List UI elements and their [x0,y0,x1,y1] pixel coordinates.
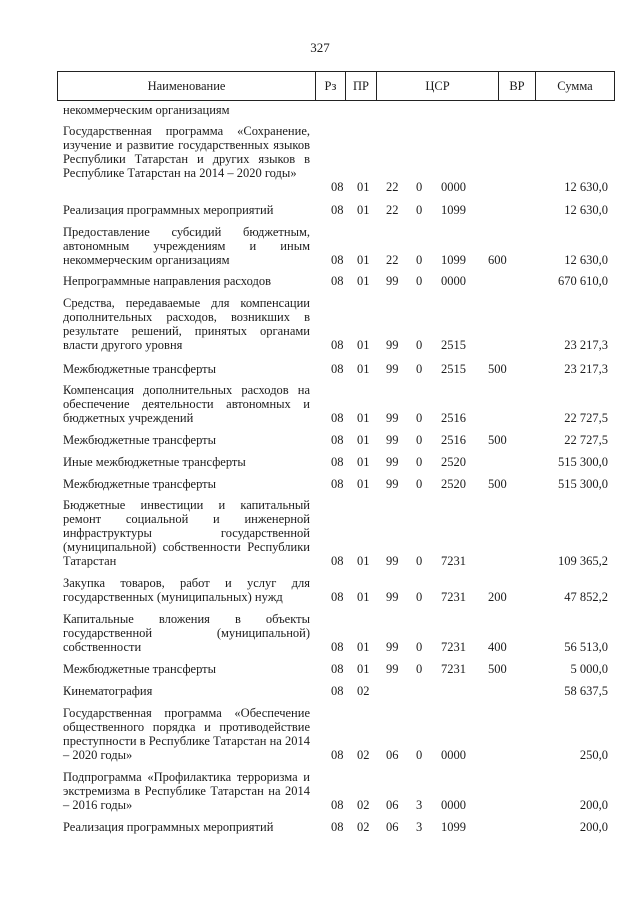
row-c2: 0 [416,203,423,217]
row-sum: 515 300,0 [558,477,608,491]
row-pr: 01 [357,554,370,568]
row-c1: 99 [386,477,399,491]
row-sum: 12 630,0 [564,203,608,217]
row-sum: 23 217,3 [564,338,608,352]
row-sum: 250,0 [579,748,608,762]
row-pr: 01 [357,253,370,267]
row-name: Кинематография [63,684,153,698]
row-c1: 99 [386,662,399,676]
row-c1: 99 [386,590,399,604]
row-c3: 7231 [441,590,466,604]
header-vr: ВР [499,72,536,100]
row-sum: 56 513,0 [564,640,608,654]
row-c2: 3 [416,798,423,812]
row-c2: 0 [416,477,423,491]
row-sum: 200,0 [579,820,608,834]
row-rz: 08 [331,338,344,352]
row-c1: 99 [386,274,399,288]
row-sum: 47 852,2 [564,590,608,604]
row-rz: 08 [331,684,344,698]
row-c3: 2520 [441,477,466,491]
row-rz: 08 [331,590,344,604]
row-c2: 0 [416,253,423,267]
row-rz: 08 [331,640,344,654]
row-c1: 06 [386,748,399,762]
row-rz: 08 [331,253,344,267]
row-c2: 0 [416,554,423,568]
row-sum: 12 630,0 [564,253,608,267]
row-name: Реализация программных мероприятий [63,820,274,834]
row-sum: 670 610,0 [558,274,608,288]
row-c2: 0 [416,338,423,352]
row-c2: 0 [416,748,423,762]
row-c2: 0 [416,433,423,447]
row-rz: 08 [331,748,344,762]
row-pr: 01 [357,411,370,425]
row-pr: 02 [357,748,370,762]
row-pr: 02 [357,798,370,812]
row-c3: 0000 [441,274,466,288]
row-c3: 2516 [441,433,466,447]
row-name: Государственная программа «Сохранение, изучение и развитие государственных языков Республики Татарстан и других языков в Республике Татарстан на 2014 – 2020 годы» [63,124,310,180]
row-c3: 7231 [441,554,466,568]
row-name: Компенсация дополнительных расходов на обеспечение деятельности автономных и бюджетных учреждений [63,383,310,425]
row-vr: 600 [488,253,507,267]
row-name: Бюджетные инвестиции и капитальный ремонт социальной и инженерной инфраструктуры государственной (муниципальной) собственности Республики Татарстан [63,498,310,568]
row-pr: 01 [357,274,370,288]
row-c1: 06 [386,820,399,834]
row-c2: 3 [416,820,423,834]
row-sum: 23 217,3 [564,362,608,376]
row-name: некоммерческим организациям [63,103,230,117]
row-name: Межбюджетные трансферты [63,477,217,491]
row-vr: 200 [488,590,507,604]
row-sum: 5 000,0 [570,662,608,676]
row-name: Межбюджетные трансферты [63,662,217,676]
row-c3: 0000 [441,798,466,812]
row-pr: 01 [357,590,370,604]
row-pr: 01 [357,433,370,447]
row-c3: 2515 [441,338,466,352]
row-c1: 99 [386,338,399,352]
header-sum: Сумма [557,79,593,93]
row-sum: 22 727,5 [564,411,608,425]
row-c1: 99 [386,455,399,469]
row-c3: 1099 [441,253,466,267]
row-vr: 500 [488,477,507,491]
row-c2: 0 [416,455,423,469]
row-vr: 500 [488,362,507,376]
row-pr: 01 [357,455,370,469]
header-pr: ПР [346,72,377,100]
row-pr: 01 [357,640,370,654]
row-pr: 01 [357,203,370,217]
row-name: Межбюджетные трансферты [63,433,217,447]
row-c2: 0 [416,411,423,425]
row-sum: 58 637,5 [564,684,608,698]
row-c1: 06 [386,798,399,812]
row-c1: 22 [386,203,399,217]
row-c1: 99 [386,433,399,447]
row-c3: 1099 [441,203,466,217]
row-rz: 08 [331,455,344,469]
row-c3: 2520 [441,455,466,469]
row-c2: 0 [416,180,423,194]
row-pr: 01 [357,180,370,194]
row-rz: 08 [331,411,344,425]
row-rz: 08 [331,798,344,812]
row-c2: 0 [416,274,423,288]
row-c1: 22 [386,180,399,194]
row-c2: 0 [416,662,423,676]
table-header [57,71,615,101]
row-name: Предоставление субсидий бюджетным, автономным учреждениям и иным некоммерческим организациям [63,225,310,267]
row-rz: 08 [331,662,344,676]
row-name: Реализация программных мероприятий [63,203,274,217]
row-rz: 08 [331,477,344,491]
row-pr: 01 [357,477,370,491]
row-sum: 22 727,5 [564,433,608,447]
header-rz: Рз [316,72,346,100]
row-sum: 200,0 [579,798,608,812]
row-sum: 515 300,0 [558,455,608,469]
row-rz: 08 [331,554,344,568]
row-name: Подпрограмма «Профилактика терроризма и экстремизма в Республике Татарстан на 2014 – 2016 годы» [63,770,310,812]
row-name: Капитальные вложения в объекты государственной (муниципальной) собственности [63,612,310,654]
row-c1: 99 [386,411,399,425]
row-name: Государственная программа «Обеспечение общественного порядка и противодействие преступности в Республике Татарстан на 2014 – 2020 годы» [63,706,310,762]
row-rz: 08 [331,820,344,834]
row-pr: 01 [357,362,370,376]
row-c2: 0 [416,590,423,604]
row-c1: 22 [386,253,399,267]
row-name: Межбюджетные трансферты [63,362,217,376]
row-c3: 2515 [441,362,466,376]
row-c1: 99 [386,362,399,376]
row-rz: 08 [331,433,344,447]
row-rz: 08 [331,274,344,288]
row-c1: 99 [386,554,399,568]
row-name: Непрограммные направления расходов [63,274,271,288]
row-pr: 01 [357,338,370,352]
row-c3: 0000 [441,180,466,194]
row-pr: 01 [357,662,370,676]
row-vr: 500 [488,433,507,447]
row-name: Средства, передаваемые для компенсации дополнительных расходов, возникших в результате решений, принятых органами власти другого уровня [63,296,310,352]
row-c2: 0 [416,362,423,376]
row-sum: 109 365,2 [558,554,608,568]
row-rz: 08 [331,362,344,376]
row-vr: 500 [488,662,507,676]
row-c3: 0000 [441,748,466,762]
row-rz: 08 [331,180,344,194]
row-sum: 12 630,0 [564,180,608,194]
row-rz: 08 [331,203,344,217]
row-name: Иные межбюджетные трансферты [63,455,246,469]
header-name: Наименование [58,72,316,100]
row-c3: 2516 [441,411,466,425]
row-name: Закупка товаров, работ и услуг для государственных (муниципальных) нужд [63,576,310,604]
page-number: 327 [310,40,330,55]
row-pr: 02 [357,684,370,698]
row-c2: 0 [416,640,423,654]
row-pr: 02 [357,820,370,834]
row-vr: 400 [488,640,507,654]
header-csr: ЦСР [377,72,499,100]
row-c3: 1099 [441,820,466,834]
row-c3: 7231 [441,662,466,676]
row-c3: 7231 [441,640,466,654]
row-c1: 99 [386,640,399,654]
